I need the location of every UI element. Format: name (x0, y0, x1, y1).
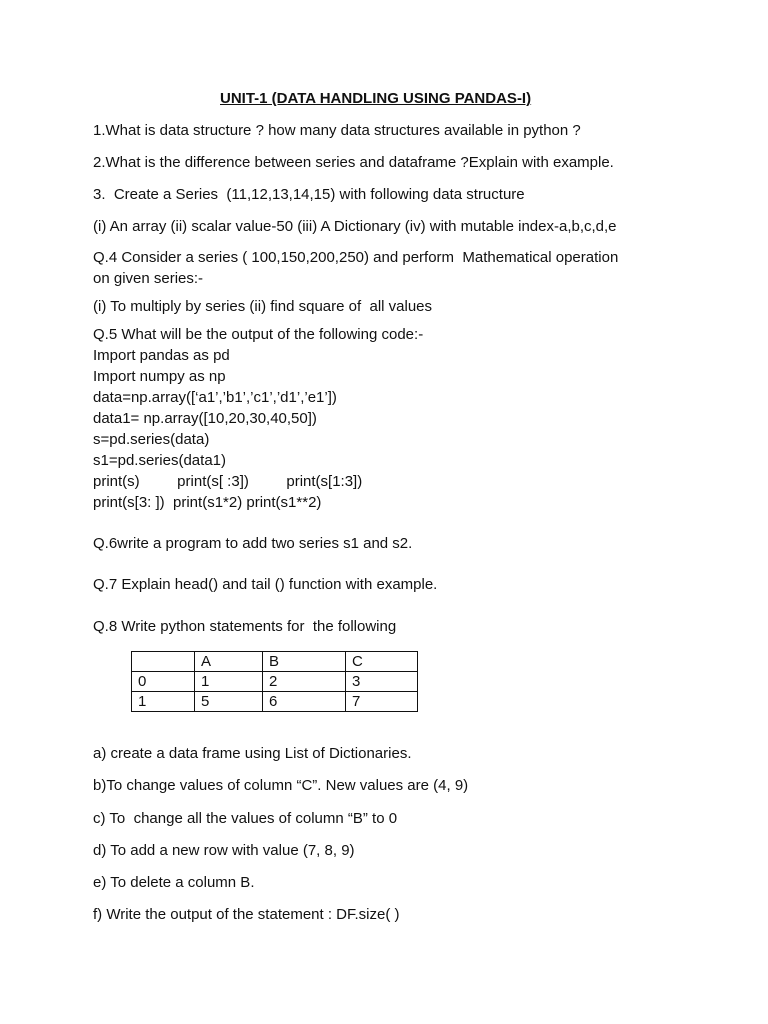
part-e: e) To delete a column B. (93, 874, 255, 891)
part-d: d) To add a new row with value (7, 8, 9) (93, 842, 355, 859)
question-3: 3. Create a Series (11,12,13,14,15) with following data structure (93, 186, 525, 203)
code-line: data=np.array([‘a1’,’b1’,’c1’,’d1’,’e1’]) (93, 389, 337, 406)
code-line: s1=pd.series(data1) (93, 452, 226, 469)
table-cell: 7 (346, 692, 418, 712)
part-a: a) create a data frame using List of Dictionaries. (93, 745, 412, 762)
table-cell: 5 (195, 692, 263, 712)
code-line: print(s) print(s[ :3]) print(s[1:3]) (93, 473, 363, 490)
question-2: 2.What is the difference between series and dataframe ?Explain with example. (93, 154, 614, 171)
code-line: Import pandas as pd (93, 347, 230, 364)
question-6: Q.6write a program to add two series s1 and s2. (93, 535, 413, 552)
part-c: c) To change all the values of column “B” to 0 (93, 810, 398, 827)
table-cell (132, 652, 195, 672)
data-table (131, 651, 418, 712)
question-3-options: (i) An array (ii) scalar value-50 (iii) A Dictionary (iv) with mutable index-a,b,c,d,e (93, 218, 617, 235)
table-cell: 2 (263, 672, 346, 692)
table-cell: 3 (346, 672, 418, 692)
part-f: f) Write the output of the statement : DF.size( ) (93, 906, 400, 923)
table-row (132, 692, 418, 712)
page-title: UNIT-1 (DATA HANDLING USING PANDAS-I) (220, 90, 532, 107)
table-cell: A (195, 652, 263, 672)
code-line: s=pd.series(data) (93, 431, 210, 448)
table-cell: C (346, 652, 418, 672)
question-4-line-2: on given series:- (93, 270, 204, 287)
question-4-line-1: Q.4 Consider a series ( 100,150,200,250) and perform Mathematical operation (93, 249, 619, 266)
table-cell: 6 (263, 692, 346, 712)
code-line: print(s[3: ]) print(s1*2) print(s1**2) (93, 494, 322, 511)
table-header-row (132, 652, 418, 672)
question-5: Q.5 What will be the output of the following code:- (93, 326, 424, 343)
code-line: data1= np.array([10,20,30,40,50]) (93, 410, 317, 427)
table-row (132, 672, 418, 692)
table-cell: 1 (132, 692, 195, 712)
code-line: Import numpy as np (93, 368, 226, 385)
question-8: Q.8 Write python statements for the following (93, 618, 397, 635)
part-b: b)To change values of column “C”. New values are (4, 9) (93, 777, 469, 794)
question-7: Q.7 Explain head() and tail () function with example. (93, 576, 438, 593)
table-cell: 1 (195, 672, 263, 692)
table-cell: B (263, 652, 346, 672)
table-cell: 0 (132, 672, 195, 692)
question-4-options: (i) To multiply by series (ii) find square of all values (93, 298, 433, 315)
question-1: 1.What is data structure ? how many data structures available in python ? (93, 122, 581, 139)
